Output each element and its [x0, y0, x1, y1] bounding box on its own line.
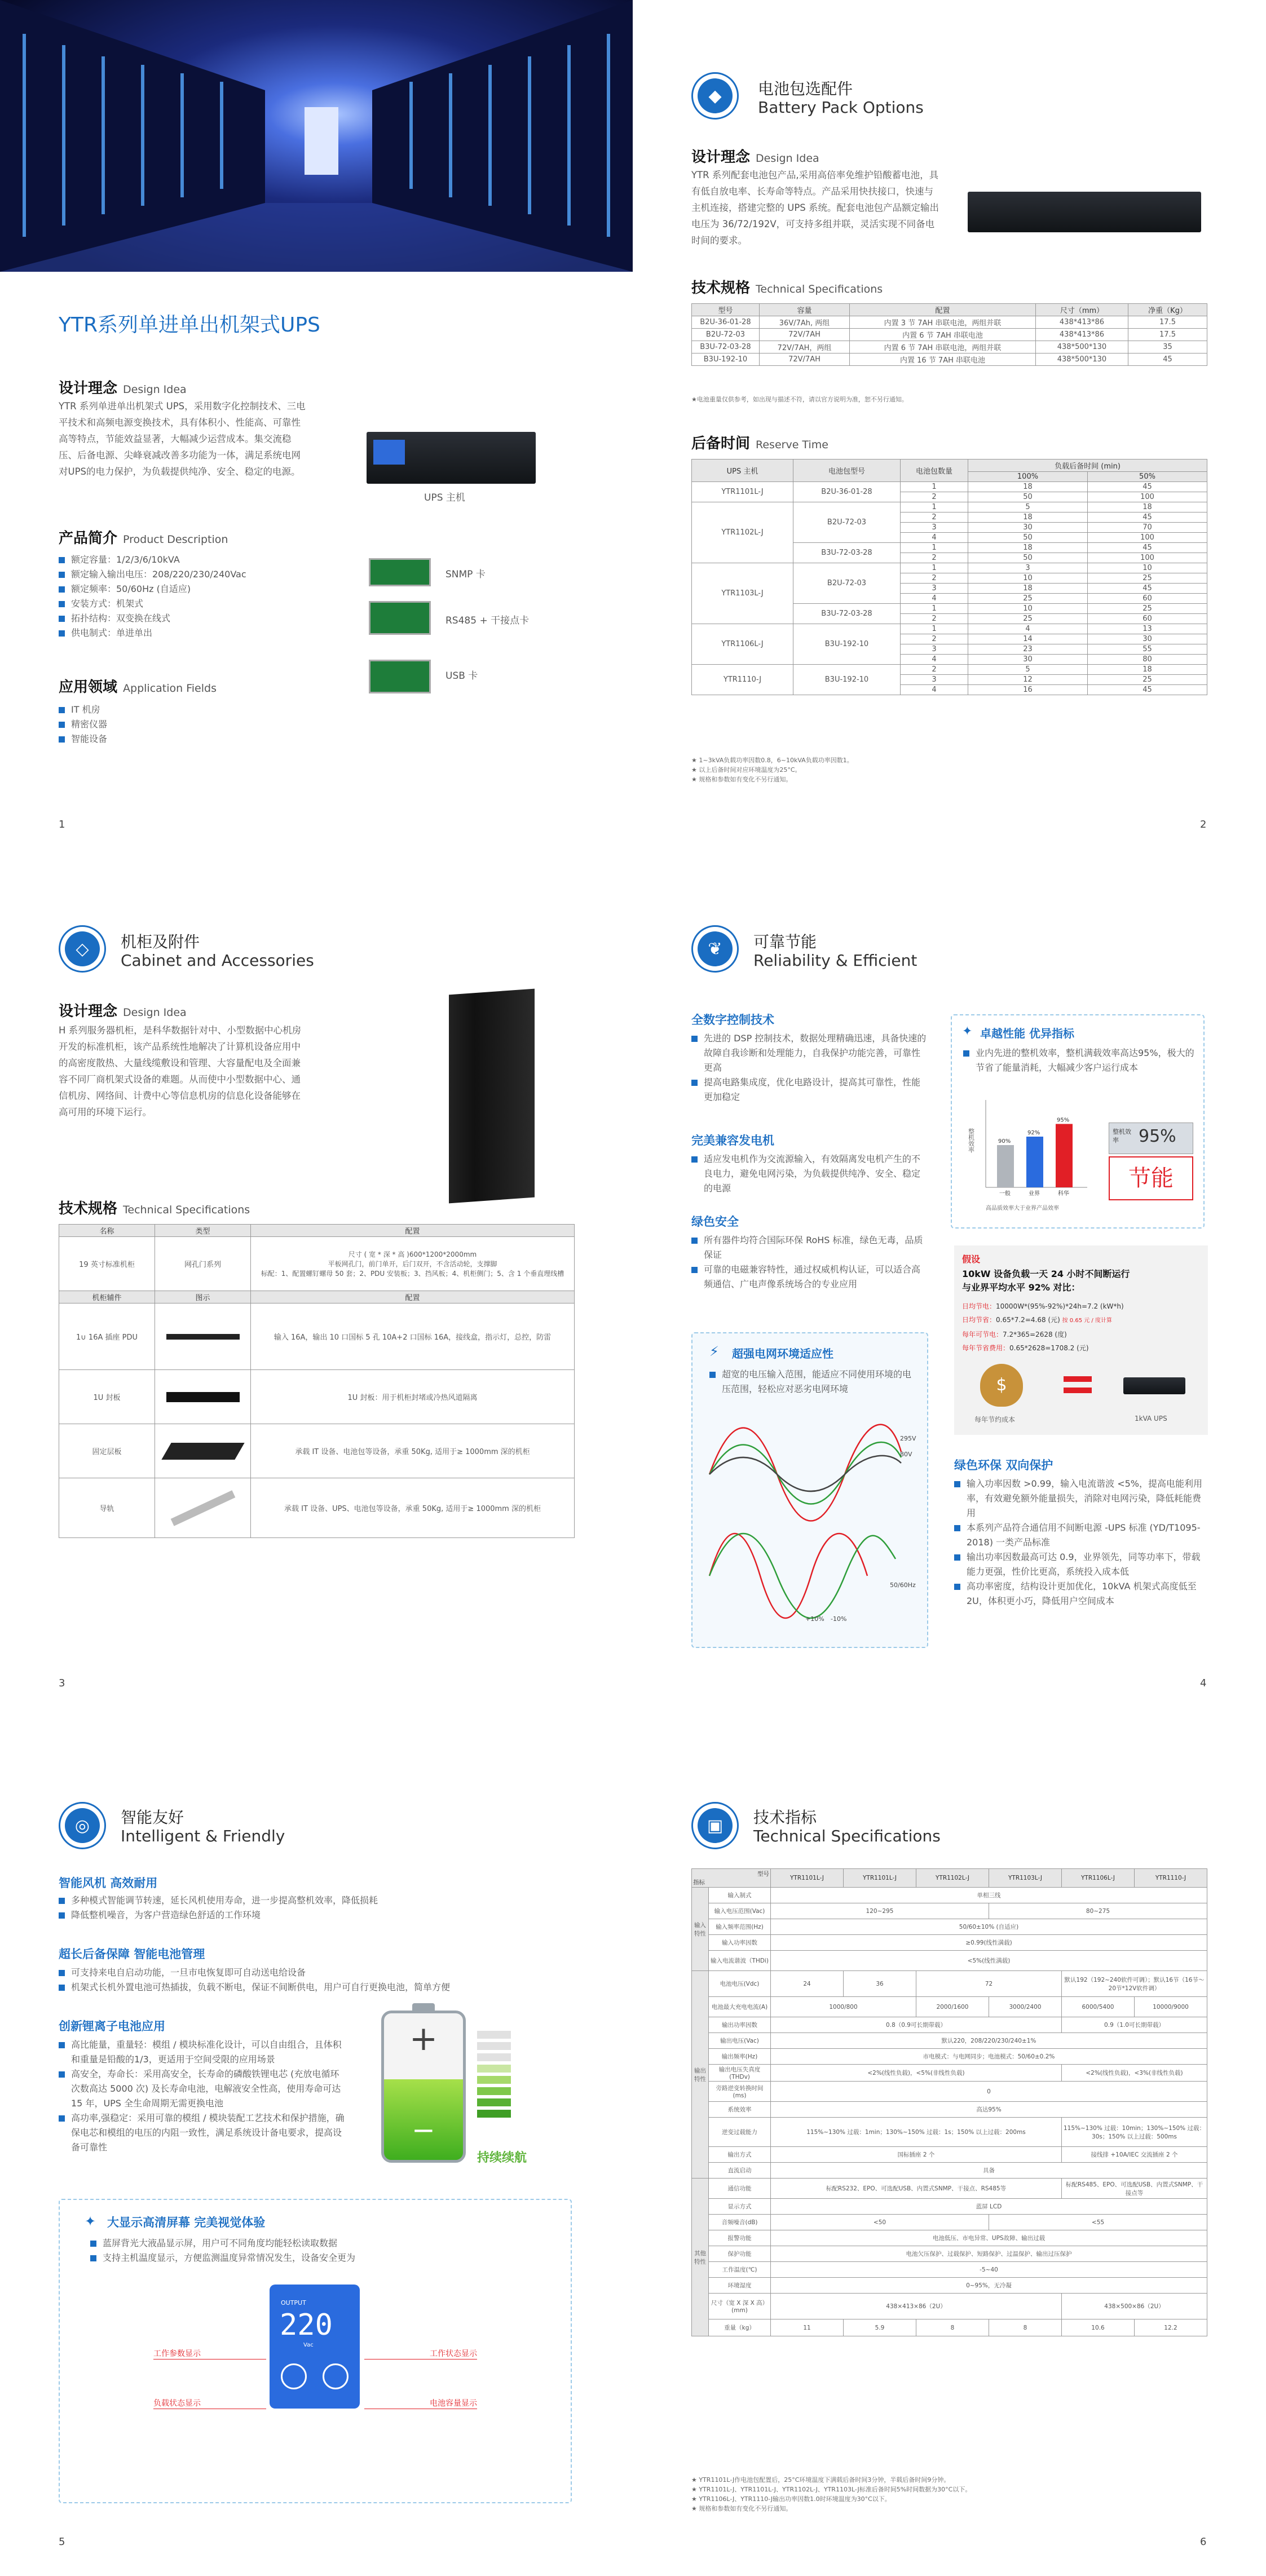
battery-label: 持续续航 — [477, 2151, 527, 2165]
table-row: B3U-72-03-28 1 10 25 — [692, 604, 1207, 614]
table-row: 2 25 60 — [692, 614, 1207, 624]
spec-heading: 技术规格 Technical Specifications — [691, 280, 883, 297]
display-callout: 负载状态显示 — [153, 2397, 266, 2409]
svg-text:80V: 80V — [900, 1451, 912, 1458]
table-header: 容量 — [760, 304, 850, 316]
list-item: 额定输入输出电压：208/220/230/240Vac — [59, 567, 318, 582]
app-heading: 应用领域 Application Fields — [59, 679, 217, 696]
svg-text:整机效率: 整机效率 — [967, 1128, 975, 1153]
table-header: 型号 — [692, 304, 760, 316]
table-header: 电池包型号 — [793, 459, 901, 482]
reserve-notes: ★ 1~3kVA负载功率因数0.8，6~10kVA负载功率因数1。 ★ 以上后备时间对应环境温度为25°C。 ★ 规格和参数如有变化不另行通知。 — [691, 757, 853, 783]
list-item: 拓扑结构：双变换在线式 — [59, 611, 318, 626]
bar-category-label: 一般 — [999, 1191, 1011, 1197]
app-list — [59, 702, 228, 746]
spec-note: ★电池重量仅供参考，如出现与描述不符，请以官方说明为准，恕不另行通知。 — [691, 396, 908, 403]
spec-notes: ★ YTR1101L-J作电池包配置后，25°C环境温度下满载后备时间3分钟，半载后备时间9分钟。 ★ YTR1101L-J、YTR1101L-J、YTR1102L-J、YTR1103L-J标准后备时间5%时间数据为30°C以下。 ★ YTR1106L-J、YTR1110-J输出功率因数1.0时环境温度为30°C以下。 ★ 规格和参数如有变化不另行通知。 — [691, 2476, 972, 2512]
list-item: 输入功率因数 >0.99，输入电流谐波 <5%，提高电能利用率，有效避免额外能量损失，消除对电网污染，降低耗能费用 — [954, 1477, 1202, 1521]
cabinet-icon: ◇ — [59, 925, 106, 973]
table-row: 1∪ 16A 插座 PDU 输入 16A，输出 10 口国标 5 孔 10A+2 口国标 16A，接线盒，指示灯，总控，防雷 — [59, 1304, 575, 1370]
table-row: 3 23 55 — [692, 644, 1207, 655]
battery-spec-table — [691, 303, 1207, 366]
section-title: 智能友好 — [121, 1808, 184, 1827]
cabinet-spec-table: 名称 类型 配置 19 英寸标准机柜 网孔门系列 尺寸 ( 宽 * 深 * 高 )600*1200*2000mm 平板网孔门，前门单开，后门双开，不含活动轮，支撑脚 标配：1、配置螺钉螺母 50 套；2、PDU 安装板；3、挡风板；4、机柜侧门；5、含 1 个垂直理线槽 机柜辅件 图示 配置 1∪ 16A 插座 PDU 输入 16A，输出 10 口国标 5 孔 10A+2 口国标 16A，接线盒，指示灯，总控，防雷 1U 封板 1U 封板：用于机柜封堵或冷热风道隔离 固定层板 承载 IT 设备、电池包等设备，承重 50Kg, 适用于≥ 1000mm 深的机柜 导轨 承载 IT 设备、UPS、电池包等设备，承重 50Kg, 适用于≥ 1000mm 深的机柜 — [59, 1224, 575, 1538]
table-header: 尺寸（mm） — [1036, 304, 1128, 316]
section-title-en: Battery Pack Options — [758, 98, 924, 117]
section-title-en: Cabinet and Accessories — [121, 951, 314, 970]
service-list — [59, 1965, 555, 1995]
table-header: UPS 主机 — [692, 459, 793, 482]
spec-icon: ▣ — [691, 1802, 739, 1849]
snmp-card-label: SNMP 卡 — [445, 569, 486, 580]
list-item: 支持主机温度显示，方便监测温度异常情况发生，设备安全更为 — [90, 2251, 519, 2265]
bar-value-label: 95% — [1057, 1117, 1070, 1124]
table-row: B2U-72-03 72V/7AH 内置 6 节 7AH 串联电池 438*413*86 17.5 — [692, 329, 1207, 341]
svg-text:295V: 295V — [900, 1435, 916, 1442]
ups-image — [367, 432, 536, 484]
table-corner: 型号 指标 — [692, 1869, 771, 1888]
calc-row: 每年可节电：7.2*365=2628 (度) — [962, 1331, 1067, 1338]
snmp-card-image — [369, 558, 431, 586]
table-row: 3 30 70 — [692, 523, 1207, 533]
section-title-en: Intelligent & Friendly — [121, 1827, 285, 1845]
list-item: 多种模式智能调节转速，延长风机使用寿命，进一步提高整机效率，降低损耗 — [59, 1893, 555, 1908]
voltage-wave-chart — [704, 1418, 924, 1643]
table-row: 19 英寸标准机柜 网孔门系列 尺寸 ( 宽 * 深 * 高 )600*1200*2000mm 平板网孔门，前门单开，后门双开，不含活动轮，支撑脚 标配：1、配置螺钉螺母 50 套；2、PDU 安装板；3、挡风板；4、机柜侧门；5、含 1 个垂直理线槽 — [59, 1237, 575, 1291]
table-row: B3U-72-03-28 72V/7AH，两组 内置 6 节 7AH 串联电池，两组并联 438*500*130 35 — [692, 341, 1207, 354]
bar-category-label: 科华 — [1058, 1191, 1069, 1197]
fan-list — [59, 1893, 555, 1923]
battery-icon: + − — [381, 2011, 466, 2163]
display-icon: ✦ — [85, 2213, 96, 2229]
bar — [1056, 1124, 1073, 1188]
rail-image — [170, 1490, 235, 1526]
list-item: 智能设备 — [59, 732, 228, 746]
table-row: 4 30 80 — [692, 655, 1207, 665]
bar-category-label: 业界 — [1029, 1191, 1040, 1197]
grid-adapt-panel — [691, 1332, 928, 1648]
list-item: 精密仪器 — [59, 717, 228, 732]
page-1 — [0, 0, 633, 859]
bar-value-label: 90% — [998, 1138, 1011, 1145]
table-row: 固定层板 承载 IT 设备、电池包等设备，承重 50Kg, 适用于≥ 1000mm 深的机柜 — [59, 1424, 575, 1478]
list-item: 业内先进的整机效率，整机满载效率高达95%，极大的节省了能量消耗，大幅减少客户运行成本 — [963, 1046, 1194, 1075]
eco-list — [954, 1477, 1202, 1609]
list-item: 高功率密度，结构设计更加优化，10kVA 机架式高度低至 2U，体积更小巧，降低用户空间成本 — [954, 1579, 1202, 1609]
efficiency-title: 卓越性能 优异指标 — [980, 1027, 1074, 1040]
reserve-heading: 后备时间 Reserve Time — [691, 435, 828, 452]
efficiency-list — [963, 1046, 1194, 1075]
list-item: 供电制式：单进单出 — [59, 626, 318, 640]
svg-text:高品质效率大于业界产品效率: 高品质效率大于业界产品效率 — [986, 1205, 1059, 1212]
page-number: 5 — [59, 2536, 65, 2548]
lcd-screen: OUTPUT 220 Vac — [270, 2285, 360, 2409]
table-row: 3 18 45 — [692, 584, 1207, 594]
generator-list — [691, 1152, 928, 1196]
list-item: 降低整机噪音，为客户营造绿色舒适的工作环境 — [59, 1908, 555, 1923]
datacenter-photo — [0, 0, 633, 272]
svg-text:-10%: -10% — [831, 1615, 847, 1623]
list-item: 机架式长机外置电池可热插拔，负载不断电，保证不间断供电，用户可自行更换电池，简单方便 — [59, 1980, 555, 1995]
page-number: 6 — [1200, 2536, 1207, 2548]
dsp-list — [691, 1031, 928, 1104]
design-heading: 设计理念 Design Idea — [59, 380, 187, 397]
product-heading: 产品简介 Product Description — [59, 530, 228, 547]
ups-label: UPS 主机 — [424, 492, 465, 503]
page-number: 3 — [59, 1677, 65, 1689]
design-text: YTR 系列配套电池包产品,采用高倍率免维护铅酸蓄电池，具有低自放电率、长寿命等特点。产品采用快扶接口，快速与主机连接，搭建完整的 UPS 系统。配套电池包产品额定输出电压为 36/72/192V，可支持多组并联，灵活实现不同备电时间的要求。 — [691, 170, 939, 246]
bar — [1026, 1137, 1043, 1187]
section-title-en: Technical Specifications — [753, 1827, 941, 1845]
list-item: 额定频率：50/60Hz (自适应) — [59, 582, 318, 596]
fan-heading: 智能风机 高效耐用 — [59, 1876, 158, 1890]
equals-icon — [1064, 1376, 1092, 1393]
table-row: 1U 封板 1U 封板：用于机柜封堵或冷热风道隔离 — [59, 1370, 575, 1424]
table-row: 2 50 100 — [692, 553, 1207, 563]
table-header: 电池包数量 — [901, 459, 968, 482]
list-item: 适应发电机作为交流源输入，有效隔离发电机产生的不良电力，避免电网污染，为负载提供纯净、安全、稳定的电源 — [691, 1152, 928, 1196]
list-item: IT 机房 — [59, 702, 228, 717]
table-row: 2 18 45 — [692, 512, 1207, 523]
design-heading: 设计理念 Design Idea — [59, 1003, 187, 1020]
lithium-list — [59, 2038, 346, 2155]
product-title: YTR系列单进单出机架式UPS — [59, 313, 320, 337]
bar-value-label: 92% — [1027, 1130, 1040, 1136]
money-bag-icon: $ — [980, 1364, 1023, 1407]
dsp-heading: 全数字控制技术 — [691, 1013, 774, 1027]
product-list — [59, 553, 318, 640]
list-item: 高安全，寿命长：采用高安全，长寿命的磷酸铁锂电芯 (充放电循环次数高达 5000 次) 及长寿命电池，电解液安全性高，使用寿命可达 15 年，UPS 全生命周期无需更换电池 — [59, 2067, 346, 2111]
section-title: 技术指标 — [753, 1808, 817, 1827]
eco-heading: 绿色环保 双向保护 — [954, 1459, 1053, 1472]
list-item: 输出功率因数最高可达 0.9，业界领先，同等功率下，带载能力更强，性价比更高，系统投入成本低 — [954, 1550, 1202, 1579]
list-item: 蓝屏背光大液晶显示屏，用户可不同角度均能轻松读取数据 — [90, 2236, 519, 2251]
page-6 — [633, 1717, 1265, 2576]
thumb-icon: ✦ — [962, 1024, 973, 1039]
grid-list — [709, 1367, 918, 1397]
green-heading: 绿色安全 — [691, 1215, 739, 1229]
display-title: 大显示高清屏幕 完美视觉体验 — [107, 2216, 266, 2229]
calc-row: 每年节省费用：0.65*2628=1708.2 (元) — [962, 1344, 1089, 1352]
list-item: 高比能量，重量轻：模组 / 模块标准化设计，可以自由组合，且体积和重量是铅酸的1/3，更适用于空间受限的应用场景 — [59, 2038, 346, 2067]
cabinet-image — [449, 989, 535, 1204]
section-title: 可靠节能 — [753, 933, 817, 951]
table-header: 50% — [1088, 472, 1207, 482]
bar — [997, 1145, 1014, 1187]
section-title: 机柜及附件 — [121, 933, 200, 951]
table-row: B2U-36-01-28 36V/7Ah, 两组 内置 3 节 7AH 串联电池，两组并联 438*413*86 17.5 — [692, 316, 1207, 329]
table-row: 3 12 25 — [692, 675, 1207, 685]
table-row: 2 14 30 — [692, 634, 1207, 644]
display-callout: 工作参数显示 — [153, 2348, 266, 2360]
table-header: 净重（Kg） — [1128, 304, 1207, 316]
tech-spec-table: 型号 指标 YTR1101L-J YTR1101L-J YTR1102L-J YTR1103L-J YTR1106L-J YTR1110-J 输入特性 输入制式 单相三线 输入电压范围(Vac) 120~295 80~275 输入频率范围(Hz) 50/60±10% (自适应) 输入功率因数 ≥0.99(线性满载) 输入电流谐波（THDi) <5%(线性满载) 输出特性 电池电压(Vdc) 24 36 72 默认192（192~240软件可调）；默认16节（16节～20节*12V软件调） 电池最大充电电流(A) 1000/800 2000/1600 3000/2400 6000/5400 10000/9000 输出功率因数 0.8（0.9可长期带载） 0.9（1.0可长期带载） 输出电压(Vac) 默认220，208/220/230/240±1% 输出频率(Hz) 市电模式：与电网同步；电池模式：50/60±0.2% 输出电压失真度(THDv) <2%(线性负载)，<5%(非线性负载) <2%(线性负载)，<3%(非线性负载) 旁路逆变转换时间(ms) 0 系统效率 高达95% 逆变过载能力 115%~130% 过载：1min；130%~150% 过载：1s；150% 以上过载：200ms 115%~130% 过载：10min；130%~150% 过载：30s；150% 以上过载：500ms 输出方式 国标插座 2 个 接线排 +10A/IEC 交流插座 2 个 直流启动 具备 其他特性 通信功能 标配RS232、EPO、可选配USB、内置式SNMP、干接点、RS485等 标配RS485、EPO、可选配USB、内置式SNMP、干接点等 显示方式 蓝屏 LCD 音频噪音(dB) <50 <55 报警功能 电池低压、市电异常、UPS故障、输出过载 保护功能 电池欠压保护、过载保护、短路保护、过温保护、输出过压保护 工作温度(℃) -5~40 环境湿度 0~95%，无冷凝 尺寸（宽 X 深 X 高）(mm) 438×413×86（2U） 438×500×86（2U） 重量（kg） 11 5.9 8 8 10.6 12.2 — [691, 1868, 1207, 2336]
page-4 — [633, 859, 1265, 1717]
efficiency-bar-chart — [963, 1094, 1099, 1213]
table-row: B3U-72-03-28 1 18 45 — [692, 543, 1207, 553]
grid-title: 超强电网环境适应性 — [732, 1347, 833, 1360]
table-row: YTR1102L-J B2U-72-03 1 5 18 — [692, 502, 1207, 512]
diamond-icon: ◆ — [691, 72, 739, 120]
table-row: YTR1103L-J B2U-72-03 1 3 10 — [692, 563, 1207, 573]
list-item: 高功率,强稳定：采用可靠的模组 / 模块装配工艺技术和保护措施，确保电芯和模组的电压的内阻一致性，满足系统设计备电要求，提高设备可靠性 — [59, 2111, 346, 2155]
shelf-image — [161, 1443, 244, 1460]
table-row: 2 10 25 — [692, 573, 1207, 584]
generator-heading: 完美兼容发电机 — [691, 1134, 774, 1147]
service-heading: 超长后备保障 智能电池管理 — [59, 1947, 205, 1961]
list-item: 所有器件均符合国际环保 RoHS 标准，绿色无毒，品质保证 — [691, 1233, 928, 1262]
page-5 — [0, 1717, 633, 2576]
table-header: 100% — [968, 472, 1088, 482]
efficiency-badge: 整机效率 95% — [1109, 1123, 1193, 1154]
display-callout: 电池容量显示 — [364, 2397, 477, 2409]
list-item: 额定容量：1/2/3/6/10kVA — [59, 553, 318, 567]
green-list — [691, 1233, 928, 1292]
pdu-image — [166, 1334, 240, 1340]
list-item: 可靠的电磁兼容特性，通过权威机构认证，可以适合高频通信、广电声像系统场合的专业应用 — [691, 1262, 928, 1292]
display-callout: 工作状态显示 — [364, 2348, 477, 2360]
table-header: 负载后备时间 (min) — [968, 459, 1207, 472]
table-row: YTR1110-J B3U-192-10 2 5 18 — [692, 665, 1207, 675]
design-heading: 设计理念 Design Idea — [691, 149, 819, 166]
table-header: 配置 — [850, 304, 1036, 316]
rs485-card-image — [369, 601, 431, 635]
svg-text:+10%: +10% — [805, 1615, 824, 1623]
efficiency-panel — [951, 1014, 1205, 1229]
list-item: 本系列产品符合通信用不间断电源 -UPS 标准 (YD/T1095-2018) 一类产品标准 — [954, 1521, 1202, 1550]
calc-row: 日均节省：0.65*7.2=4.68 (元) 按 0.65 元 / 度计算 — [962, 1316, 1112, 1324]
svg-text:50/60Hz: 50/60Hz — [890, 1581, 916, 1589]
section-title: 电池包选配件 — [758, 79, 853, 98]
list-item: 超宽的电压输入范围，能适应不同使用环境的电压范围，轻松应对恶劣电网环境 — [709, 1367, 918, 1397]
page-number: 1 — [59, 819, 65, 830]
rs485-card-label: RS485 + 干接点卡 — [445, 615, 530, 626]
calc-row: 日均节电：10000W*(95%-92%)*24h=7.2 (kW*h) — [962, 1302, 1124, 1310]
table-row: YTR1106L-J B3U-192-10 1 4 13 — [692, 624, 1207, 634]
list-item: 安装方式：机架式 — [59, 596, 318, 611]
ups-image — [1123, 1377, 1185, 1394]
display-list — [90, 2236, 519, 2265]
leaf-icon: ❦ — [691, 925, 739, 973]
table-row: YTR1101L-J B2U-36-01-28 1 18 45 — [692, 482, 1207, 492]
usb-card-label: USB 卡 — [445, 670, 478, 682]
spec-heading: 技术规格 Technical Specifications — [59, 1200, 250, 1217]
smart-icon: ◎ — [59, 1802, 106, 1849]
section-title-en: Reliability & Efficient — [753, 951, 917, 970]
table-row: B3U-192-10 72V/7AH 内置 16 节 7AH 串联电池 438*500*130 45 — [692, 354, 1207, 366]
lithium-heading: 创新锂离子电池应用 — [59, 2020, 165, 2033]
reserve-time-table — [691, 459, 1207, 695]
display-panel — [59, 2199, 572, 2503]
table-row: 4 16 45 — [692, 685, 1207, 695]
page-number: 4 — [1200, 1677, 1207, 1689]
design-text: H 系列服务器机柜，是科华数据针对中、小型数据中心机房开发的标准机柜，该产品系统性地解决了计算机设备应用中的高密度散热、大量线缆敷设和管理、大容量配电及全面兼容不同厂商机架式设备的难题。从而使中小型数据中心、通信机房、网络间、计费中心等信息机房的信息化设备能够在高可用的环境下运行。 — [59, 1025, 302, 1117]
list-item: 可支持来电自启动功能，一旦市电恢复即可自动送电给设备 — [59, 1965, 555, 1980]
list-item: 提高电路集成度，优化电路设计，提高其可靠性，性能更加稳定 — [691, 1075, 928, 1104]
page-2 — [633, 0, 1265, 859]
table-row: 2 50 100 — [692, 492, 1207, 502]
battery-pack-image — [968, 192, 1201, 232]
battery-level-bars — [477, 2031, 511, 2121]
list-item: 先进的 DSP 控制技术，数据处理精确迅速，具备快速的故障自我诊断和处理能力，自我保护功能完善，可靠性更高 — [691, 1031, 928, 1075]
energy-saving-badge: 节能 — [1109, 1156, 1193, 1200]
table-row: 4 25 60 — [692, 594, 1207, 604]
table-row: 导轨 承载 IT 设备、UPS、电池包等设备，承重 50Kg, 适用于≥ 1000mm 深的机柜 — [59, 1478, 575, 1538]
plug-icon: ⚡ — [709, 1344, 719, 1359]
page-number: 2 — [1200, 819, 1207, 830]
savings-box: 假设 10kW 设备负载一天 24 小时不间断运行 与业界平均水平 92% 对比： 日均节电：10000W*(95%-92%)*24h=7.2 (kW*h) 日均节省：0.65*7.2=4.68 (元) 按 0.65 元 / 度计算 每年可节电：7.2*365=2628 (度) 每年节省费用：0.65*2628=1708.2 (元) $ 每年节约成本 1kVA UPS — [954, 1245, 1208, 1435]
usb-card-image — [369, 660, 431, 693]
table-row: 4 50 100 — [692, 533, 1207, 543]
design-text: YTR 系列单进单出机架式 UPS，采用数字化控制技术、三电平技术和高频电源变换技术，具有体积小、性能高、可靠性高等特点，节能效益显著，大幅减少运营成本。集交流稳压、后备电源、尖峰衰减改善多功能为一体，满足系统电网对UPS的电力保护，为负载提供纯净、安全、稳定的电源。 — [59, 401, 306, 477]
page-3 — [0, 859, 633, 1717]
blank-panel-image — [166, 1392, 240, 1402]
